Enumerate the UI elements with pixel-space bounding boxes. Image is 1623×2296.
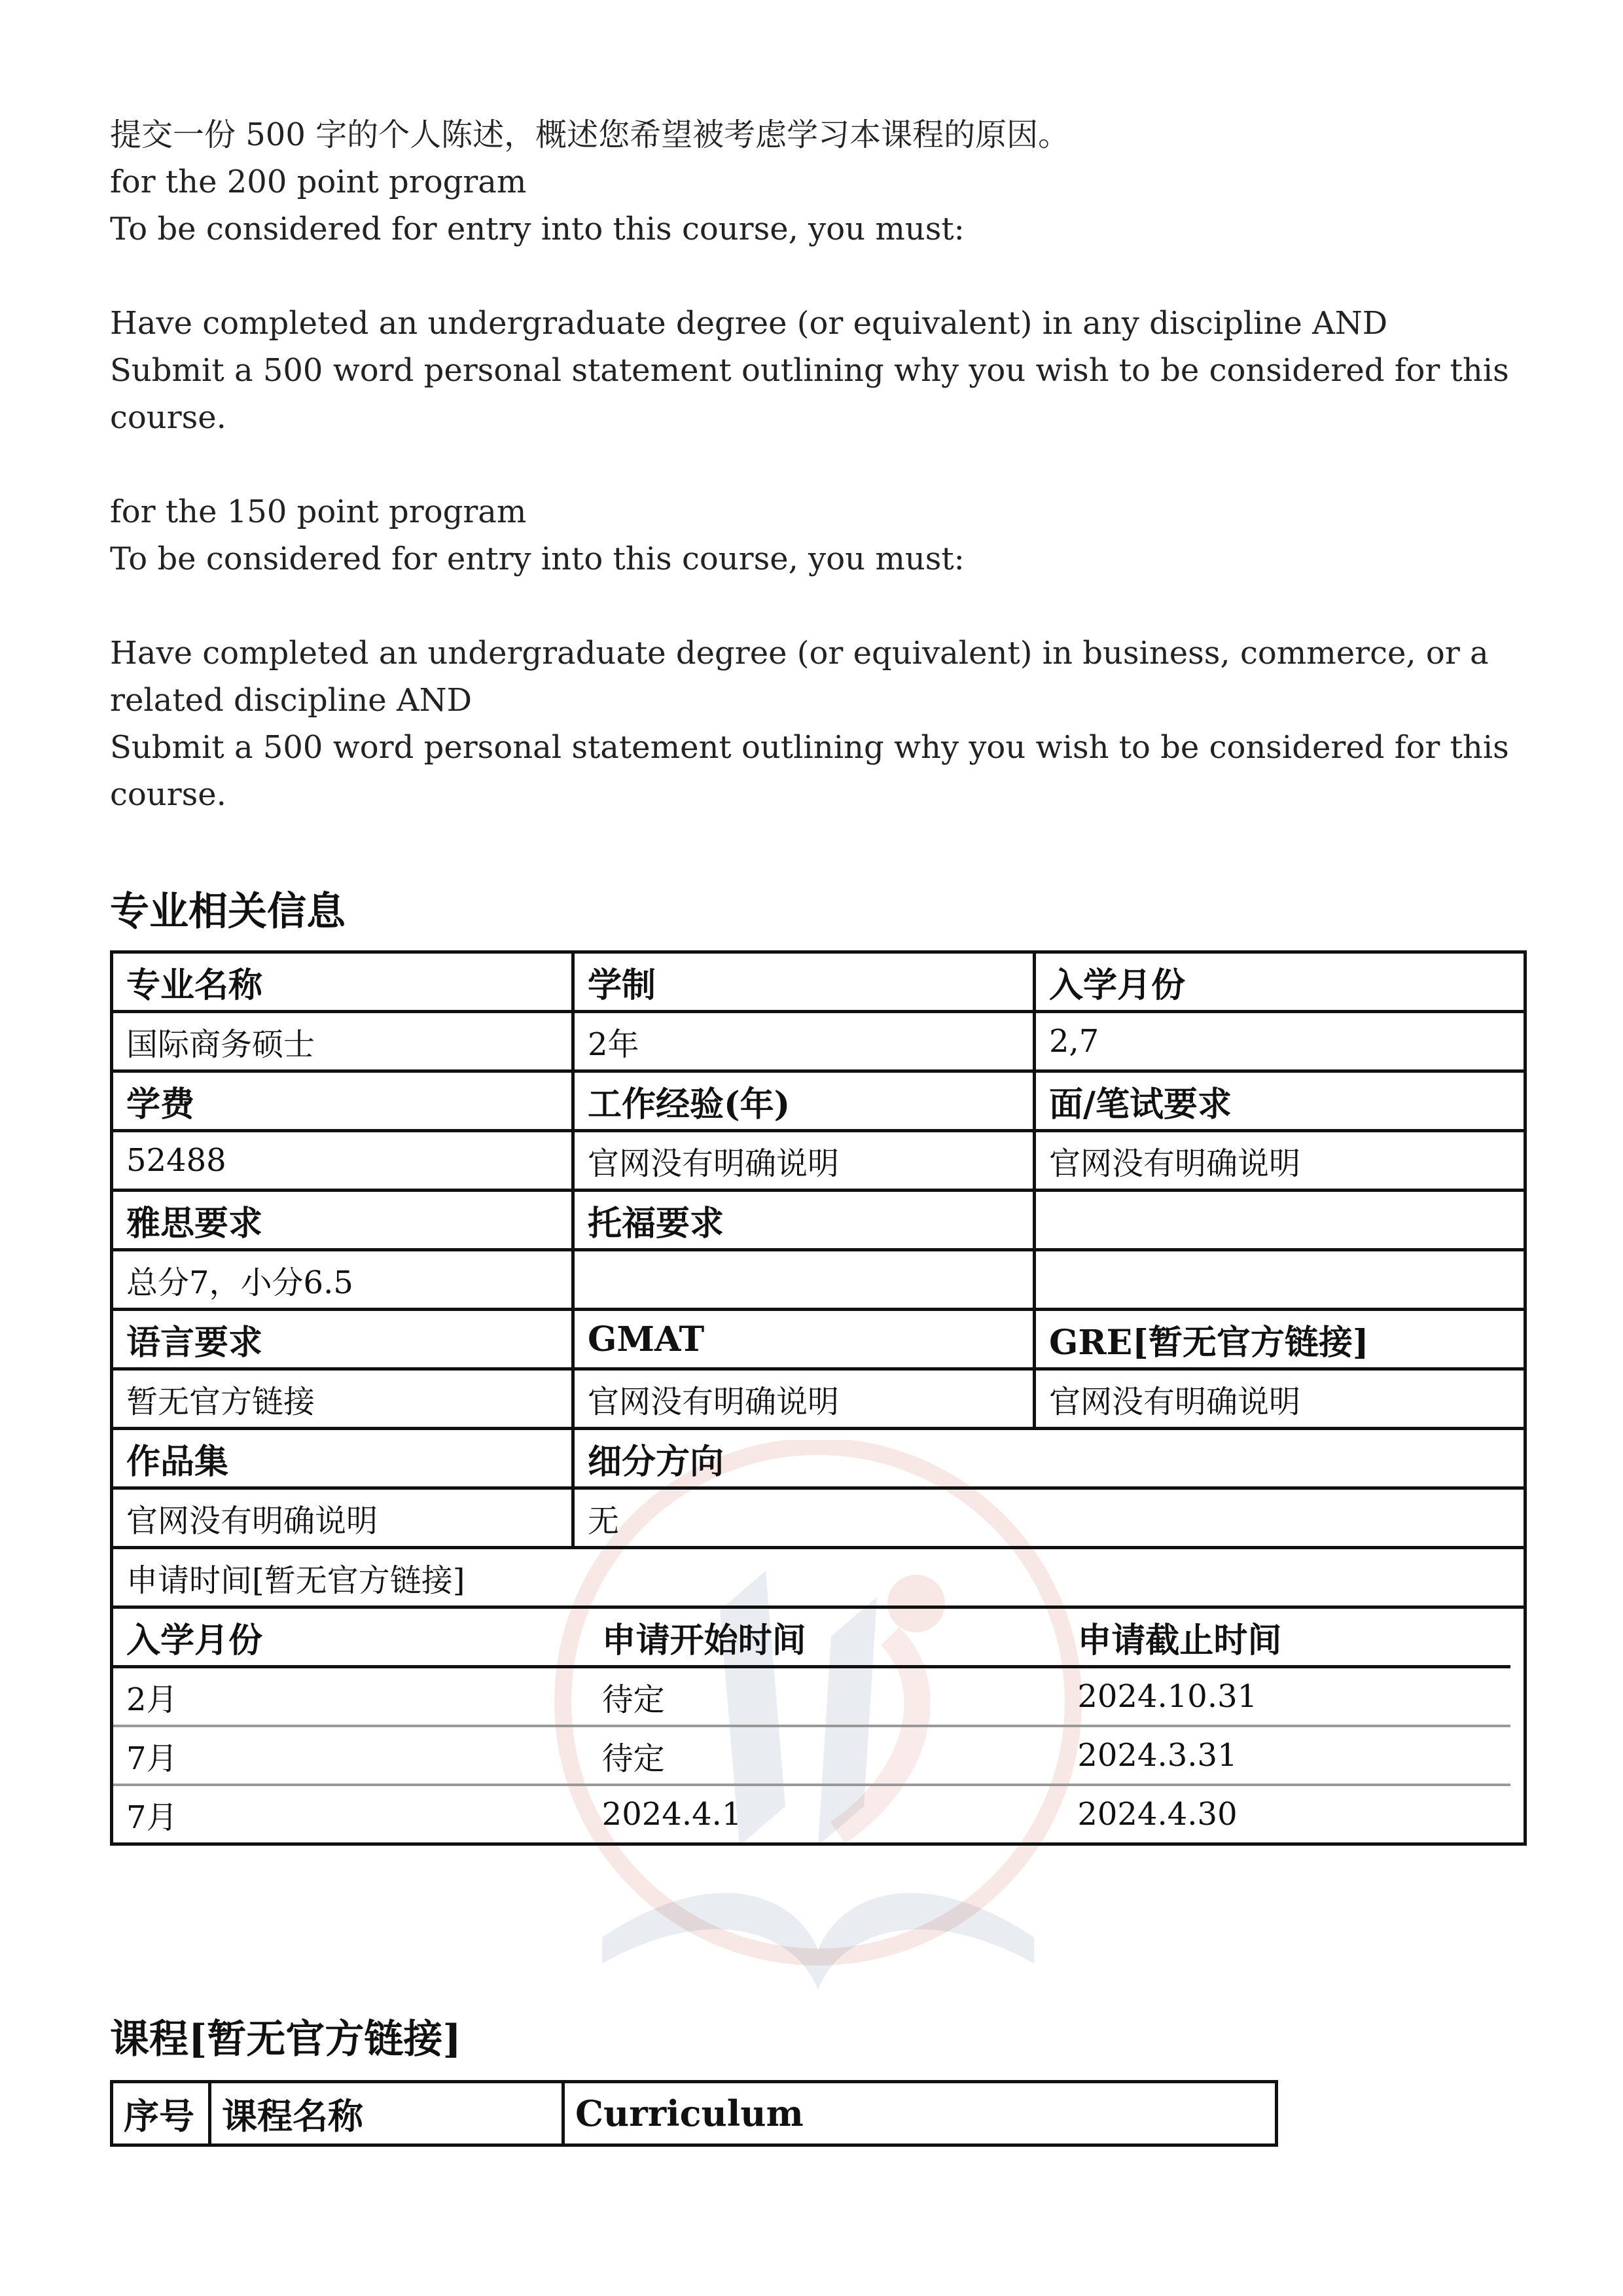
dates-header-intake: 入学月份 [113,1609,589,1667]
empty-cell [1035,1250,1525,1310]
date-deadline: 2024.4.30 [1077,1796,1238,1833]
gmat-label: GMAT [573,1310,1035,1369]
language-value: 暂无官方链接 [112,1369,573,1429]
portfolio-value: 官网没有明确说明 [112,1488,573,1548]
gmat-value: 官网没有明确说明 [573,1369,1035,1429]
intro-line: Submit a 500 word personal statement outlining why you wish to be considered for this [110,352,1509,389]
toefl-label: 托福要求 [573,1191,1035,1250]
specialization-value: 无 [573,1488,1525,1548]
interview-value: 官网没有明确说明 [1035,1131,1525,1191]
dates-header-start: 申请开始时间 [589,1609,1065,1667]
curriculum-table [110,2080,1278,2147]
intro-line: for the 200 point program [110,164,527,200]
work-experience-label: 工作经验(年) [573,1071,1035,1131]
intro-line: Submit a 500 word personal statement outlining why you wish to be considered for this [110,729,1509,766]
date-start: 待定 [589,1726,1065,1785]
application-dates-cell [112,1607,1525,1844]
date-intake: 7月 [126,1799,178,1836]
table-row [113,1785,1524,1842]
dates-header-deadline: 申请截止时间 [1064,1609,1510,1667]
program-name-label: 专业名称 [112,952,573,1012]
intake-label: 入学月份 [1035,952,1525,1012]
tuition-label: 学费 [112,1071,573,1131]
curriculum-header-index: 序号 [112,2082,210,2145]
intro-line: course. [110,776,226,813]
intro-line: related discipline AND [110,682,473,719]
table-row [113,1667,1524,1727]
duration-value: 2年 [573,1012,1035,1071]
intro-text [110,111,1524,818]
duration-label: 学制 [573,952,1035,1012]
tuition-value: 52488 [112,1131,573,1191]
date-intake: 2月 [113,1667,589,1727]
interview-label: 面/笔试要求 [1035,1071,1525,1131]
date-deadline: 2024.10.31 [1064,1667,1510,1727]
gre-label: GRE[暂无官方链接] [1035,1310,1525,1369]
intro-line: Have completed an undergraduate degree (or equivalent) in any discipline AND [110,305,1388,342]
date-intake: 7月 [113,1726,589,1785]
application-time-label: 申请时间[暂无官方链接] [112,1548,1525,1607]
intro-line: for the 150 point program [110,493,527,530]
ielts-label: 雅思要求 [112,1191,573,1250]
table-row [113,1726,1524,1785]
program-name-value: 国际商务硕士 [112,1012,573,1071]
intro-line: 提交一份 500 字的个人陈述，概述您希望被考虑学习本课程的原因。 [110,117,1070,153]
program-section-title: 专业相关信息 [110,889,346,935]
intro-line: To be considered for entry into this course, you must: [110,541,965,577]
language-label: 语言要求 [112,1310,573,1369]
curriculum-section-title: 课程[暂无官方链接] [110,2017,461,2062]
intake-value: 2,7 [1035,1012,1525,1071]
curriculum-header-name: 课程名称 [210,2082,563,2145]
application-dates-table [113,1609,1524,1842]
portfolio-label: 作品集 [112,1429,573,1488]
empty-cell [1035,1191,1525,1250]
date-deadline: 2024.3.31 [1064,1726,1510,1785]
date-start: 待定 [589,1667,1065,1727]
ielts-value: 总分7，小分6.5 [112,1250,573,1310]
curriculum-header-english: Curriculum [563,2082,1277,2145]
date-start: 2024.4.1 [601,1796,742,1833]
toefl-value [573,1250,1035,1310]
intro-line: course. [110,399,226,436]
gre-value: 官网没有明确说明 [1035,1369,1525,1429]
intro-line: To be considered for entry into this course, you must: [110,211,965,247]
intro-line: Have completed an undergraduate degree (or equivalent) in business, commerce, or a [110,635,1489,672]
program-info-table [110,950,1527,1846]
specialization-label: 细分方向 [573,1429,1525,1488]
work-experience-value: 官网没有明确说明 [573,1131,1035,1191]
